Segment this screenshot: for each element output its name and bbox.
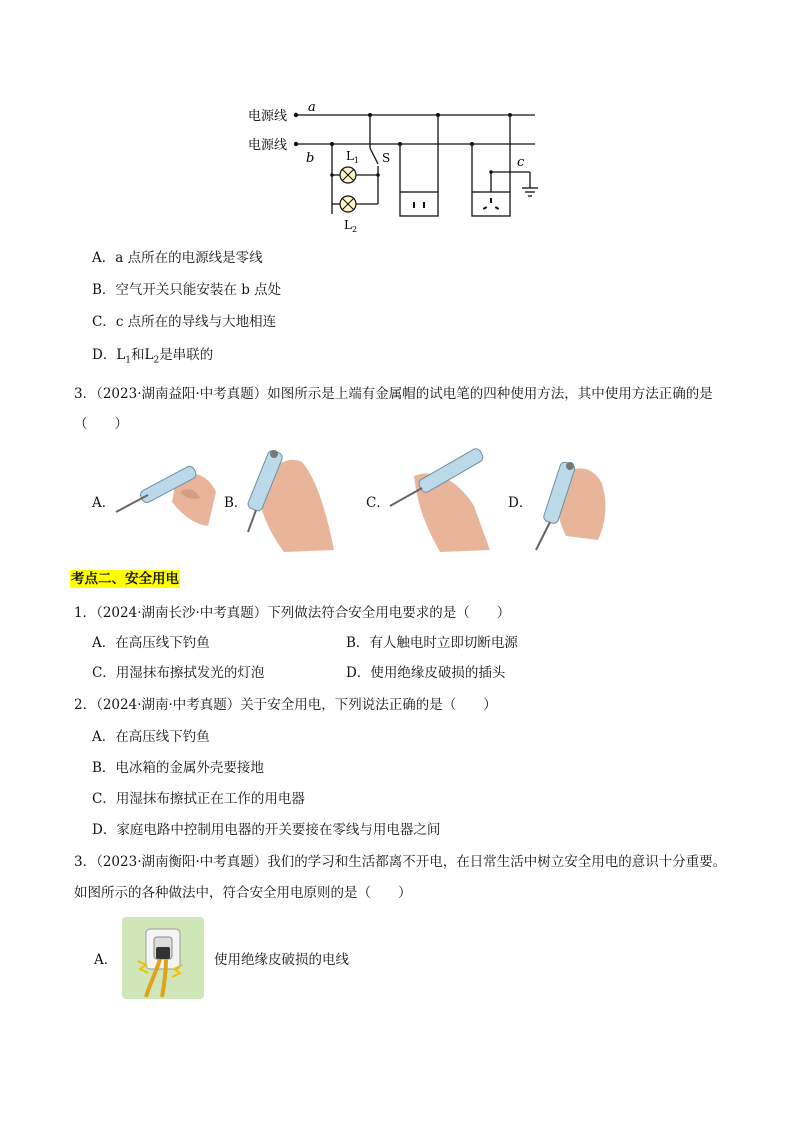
q2-option-d-l2: L <box>144 347 154 363</box>
pen-figure-b <box>247 449 334 552</box>
s2q1-option-a: A．在高压线下钓鱼 <box>92 635 210 651</box>
lamp-l1 <box>340 167 356 183</box>
circuit-diagram <box>240 92 560 242</box>
section-heading: 考点二、安全用电 <box>71 571 179 587</box>
q2-option-c: C．c 点所在的导线与大地相连 <box>92 314 277 330</box>
s2q2-option-d: D．家庭电路中控制用电器的开关要接在零线与用电器之间 <box>92 822 441 838</box>
s2q2-option-a: A．在高压线下钓鱼 <box>92 729 210 745</box>
s2q2-stem: 2．（2024·湖南·中考真题）关于安全用电，下列说法正确的是（ ） <box>74 697 497 713</box>
power-line-b-label: 电源线 <box>248 138 288 153</box>
q3-blank: （ ） <box>74 416 128 432</box>
q3-stem: 3．（2023·湖南益阳·中考真题）如图所示是上端有金属帽的试电笔的四种使用方法，其中使用方法正确的是 <box>74 386 713 402</box>
q2-option-d-l1-sub: 1 <box>125 355 132 366</box>
s2q3-option-a-caption: 使用绝缘皮破损的电线 <box>214 952 349 968</box>
q2-option-d <box>92 346 213 370</box>
point-b-label: b <box>306 151 315 166</box>
s2q1-option-c: C．用湿抹布擦拭发光的灯泡 <box>92 665 265 681</box>
lamp1-label: L <box>346 149 354 163</box>
q3-label-c: C． <box>366 495 390 511</box>
q3-label-b: B． <box>224 495 248 511</box>
switch-label: S <box>382 151 391 165</box>
q2-option-d-suffix: 是串联的 <box>159 347 214 363</box>
pen-figure-c <box>390 447 490 552</box>
s2q1-option-b: B．有人触电时立即切断电源 <box>346 635 518 651</box>
s2q3-stem: 3．（2023·湖南衡阳·中考真题）我们的学习和生活都离不开电，在日常生活中树立安全用电的意识十分重要。 <box>74 854 727 870</box>
lamp-l2 <box>340 196 356 212</box>
q2-option-d-l1: L <box>116 347 126 363</box>
q2-option-d-mid: 和 <box>131 347 145 363</box>
s2q2-option-b: B．电冰箱的金属外壳要接地 <box>92 760 264 776</box>
lamp2-label: L <box>344 218 352 232</box>
q3-label-a: A． <box>92 495 116 511</box>
q3-label-d: D． <box>508 495 533 511</box>
s2q3-stem-2: 如图所示的各种做法中，符合安全用电原则的是（ ） <box>74 885 412 901</box>
q2-option-b: B．空气开关只能安装在 b 点处 <box>92 282 282 298</box>
s2q1-option-d: D．使用绝缘皮破损的插头 <box>346 665 506 681</box>
power-line-a-label: 电源线 <box>248 109 288 124</box>
lamp1-sub: 1 <box>354 156 360 165</box>
pen-figure-d <box>536 461 605 550</box>
point-a-label: a <box>308 100 316 115</box>
s2q2-option-c: C．用湿抹布擦拭正在工作的用电器 <box>92 791 305 807</box>
q2-option-d-l2-sub: 2 <box>153 355 160 366</box>
lamp2-sub: 2 <box>352 225 358 234</box>
s2q3-option-a-label: A． <box>94 952 118 968</box>
pen-figure-a <box>116 465 216 526</box>
point-c-label: c <box>517 155 525 170</box>
tester-pen-figures <box>88 440 628 560</box>
q2-option-a: A．a 点所在的电源线是零线 <box>92 250 263 266</box>
s2q1-stem: 1．（2024·湖南长沙·中考真题）下列做法符合安全用电要求的是（ ） <box>74 605 511 621</box>
damaged-cord-picture <box>122 917 204 999</box>
q2-option-d-prefix: D． <box>92 347 117 363</box>
